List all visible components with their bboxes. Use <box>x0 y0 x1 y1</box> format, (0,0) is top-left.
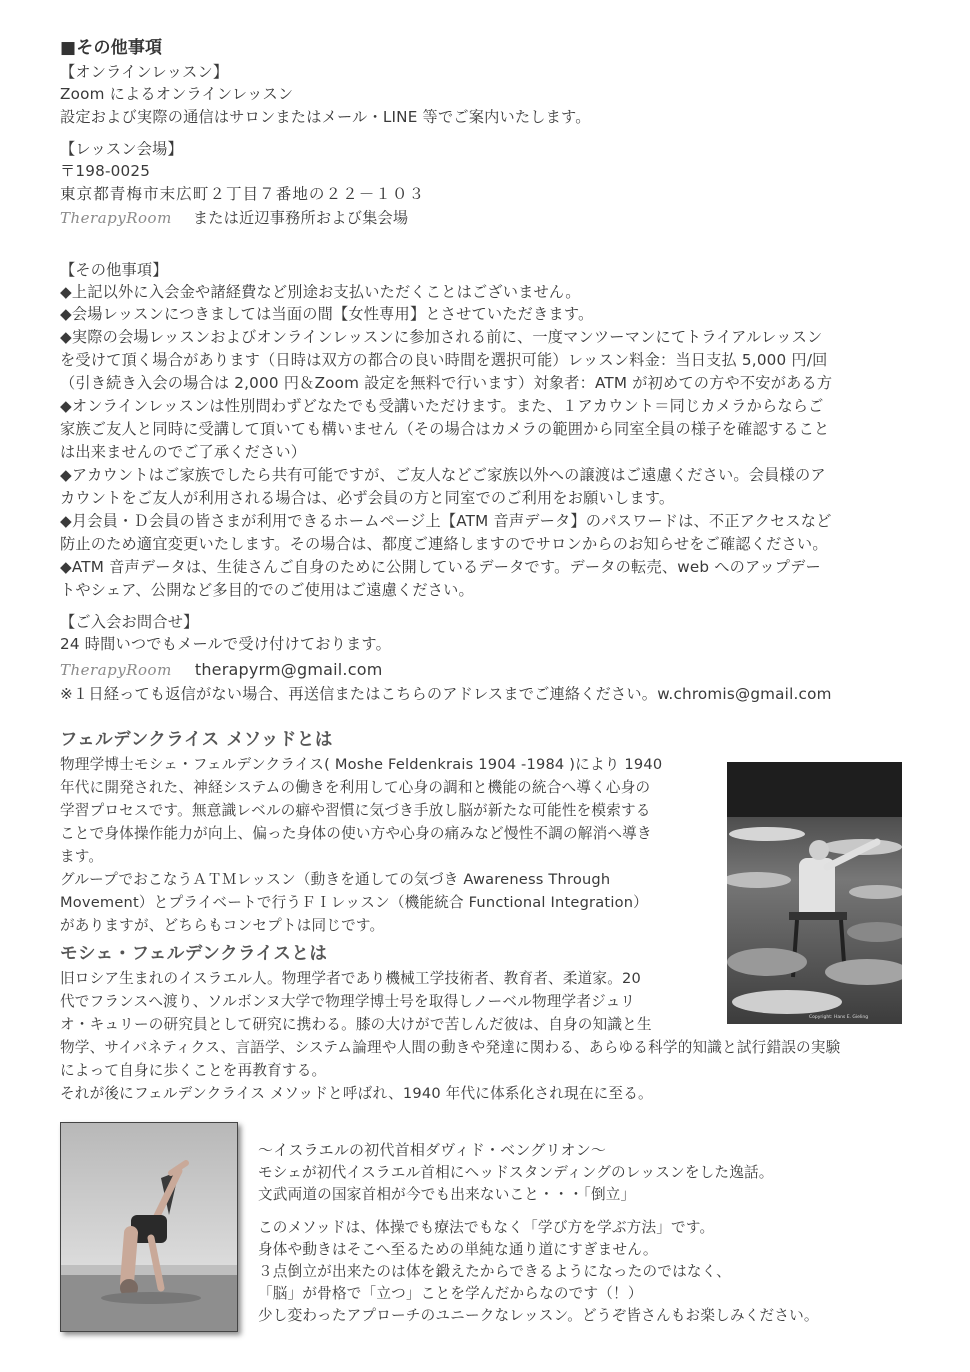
therapy-room-logo: TherapyRoom <box>60 209 172 227</box>
misc-line: ◆実際の会場レッスンおよびオンラインレッスンに参加される前に、一度マンツーマンにてトライアルレッスン <box>60 328 823 346</box>
ben-line: 文武両道の国家首相が今でも出来ないこと・・・「倒立」 <box>258 1186 636 1203</box>
feldenkrais-line: がありますが、どちらもコンセプトは同じです。 <box>60 917 385 934</box>
misc-line: ◆月会員・Ｄ会員の皆さまが利用できるホームページ上【ATM 音声データ】のパスワードは、不正アクセスなど <box>60 512 832 530</box>
feldenkrais-line: ことで身体操作能力が向上、偏った身体の使い方や心身の痛みなど慢性不調の解消へ導き <box>60 825 652 842</box>
misc-line: トやシェア、公開など多目的でのご使用はご遠慮ください。 <box>60 581 474 599</box>
contact-email-line <box>60 659 383 681</box>
feldenkrais-line: Movement）とプライベートで行うＦＩレッスン（機能統合 Functional Integration） <box>60 894 648 911</box>
moshe-line: によって自身に歩くことを再教育する。 <box>60 1062 327 1079</box>
misc-line: 家族ご友人と同時に受講して頂いても構いません（その場合はカメラの範囲から同室全員の様子を確認すること <box>60 420 830 438</box>
misc-line: ◆ATM 音声データは、生徒さんご自身のために公開しているデータです。データの転売、web へのアップデー <box>60 558 821 576</box>
feldenkrais-title: フェルデンクライス メソッドとは <box>60 730 333 750</box>
misc-line: カウントをご友人が利用される場合は、必ず会員の方と同室でのご利用をお願いします。 <box>60 489 675 507</box>
contact-heading: 【ご入会お問合せ】 <box>60 613 199 631</box>
misc-heading: 【その他事項】 <box>60 261 168 279</box>
venue-zip: 〒198-0025 <box>60 162 151 180</box>
misc-line: ◆上記以外に入会金や諸経費など別途お支払いただくことはございません。 <box>60 283 581 301</box>
ben-gurion-title: ～イスラエルの初代首相ダヴィド・ベングリオン～ <box>258 1141 607 1159</box>
online-line-2: 設定および実際の通信はサロンまたはメール・LINE 等でご案内いたします。 <box>60 108 591 126</box>
misc-line: ◆オンラインレッスンは性別問わずどなたでも受講いただけます。また、１アカウント＝同じカメラからならご <box>60 397 824 415</box>
method-line: 少し変わったアプローチのユニークなレッスン。どうぞ皆さんもお楽しみください。 <box>258 1307 819 1324</box>
misc-line: ◆アカウントはご家族でしたら共有可能ですが、ご友人などご家族以外への譲渡はご遠慮ください。会員様のア <box>60 466 826 484</box>
moshe-line: オ・キュリーの研究員として研究に携わる。膝の大けがで苦しんだ彼は、自身の知識と生 <box>60 1016 652 1033</box>
venue-alt: または近辺事務所および集会場 <box>192 209 409 227</box>
moshe-line: それが後にフェルデンクライス メソッドと呼ばれ、1940 年代に体系化され現在に至る。 <box>60 1085 653 1102</box>
online-heading: 【オンラインレッスン】 <box>60 63 229 81</box>
headstand-photo-image <box>61 1123 237 1331</box>
ben-line: モシェが初代イスラエル首相にヘッドスタンディングのレッスンをした逸話。 <box>258 1164 774 1181</box>
contact-note: ※１日経っても返信がない場合、再送信またはこちらのアドレスまでご連絡ください。w.chromis@gmail.com <box>60 685 832 703</box>
contact-line-1: 24 時間いつでもメールで受け付けております。 <box>60 635 391 653</box>
misc-line: ◆会場レッスンにつきましては当面の間【女性専用】とさせていただきます。 <box>60 305 594 323</box>
online-line-1: Zoom によるオンラインレッスン <box>60 85 294 103</box>
moshe-title: モシェ・フェルデンクライスとは <box>60 944 328 964</box>
contact-email[interactable]: therapyrm@gmail.com <box>194 660 383 679</box>
method-line: 「脳」が骨格で「立つ」ことを学んだからなのです（！） <box>258 1285 643 1302</box>
misc-line: （引き続き入会の場合は 2,000 円＆Zoom 設定を無料で行います）対象者：ATM が初めての方や不安がある方 <box>60 374 833 392</box>
feldenkrais-line: 物理学博士モシェ・フェルデンクライス( Moshe Feldenkrais 1904 -1984 )により 1940 <box>60 756 663 773</box>
headstand-photo <box>60 1122 238 1332</box>
venue-heading: 【レッスン会場】 <box>60 140 183 158</box>
misc-line: は出来ませんのでご了承ください） <box>60 443 307 461</box>
section-title-other: ■その他事項 <box>60 38 163 58</box>
feldenkrais-line: グループでおこなうＡＴＭレッスン（動きを通しての気づき Awareness Through <box>60 871 611 888</box>
feldenkrais-line: 年代に開発された、神経システムの働きを利用して心身の調和と機能の統合へ導く心身の <box>60 779 651 796</box>
venue-address: 東京都青梅市末広町２丁目７番地の２２－１０３ <box>60 185 426 203</box>
feldenkrais-line: ます。 <box>60 848 104 865</box>
photo-credit: Copyright: Hans E. Gieling <box>809 1015 869 1020</box>
misc-line: 防止のため適宜変更いたします。その場合は、都度ご連絡しますのでサロンからのお知らせをご確認ください。 <box>60 535 828 553</box>
feldenkrais-line: 学習プロセスです。無意識レベルの癖や習慣に気づき手放し脳が新たな可能性を模索する <box>60 802 651 819</box>
venue-line <box>60 208 408 229</box>
feldenkrais-class-photo <box>727 762 902 1024</box>
moshe-line: 物学、サイバネティクス、言語学、システム論理や人間の動きや発達に関わる、あらゆる科学的知識と試行錯誤の実験 <box>60 1039 841 1056</box>
method-line: このメソッドは、体操でも療法でもなく「学び方を学ぶ方法」です。 <box>258 1219 715 1236</box>
misc-line: を受けて頂く場合があります（日時は双方の都合の良い時間を選択可能）レッスン料金：当日支払 5,000 円/回 <box>60 351 828 369</box>
moshe-line: 代でフランスへ渡り、ソルボンヌ大学で物理学博士号を取得しノーベル物理学者ジュリ <box>60 993 636 1010</box>
method-line: ３点倒立が出来たのは体を鍛えたからできるようになったのではなく、 <box>258 1263 731 1280</box>
method-line: 身体や動きはそこへ至るための単純な通り道にすぎません。 <box>258 1241 658 1258</box>
class-photo-image <box>727 762 902 1024</box>
moshe-line: 旧ロシア生まれのイスラエル人。物理学者であり機械工学技術者、教育者、柔道家。20 <box>60 970 641 987</box>
therapy-room-logo: TherapyRoom <box>60 661 172 679</box>
